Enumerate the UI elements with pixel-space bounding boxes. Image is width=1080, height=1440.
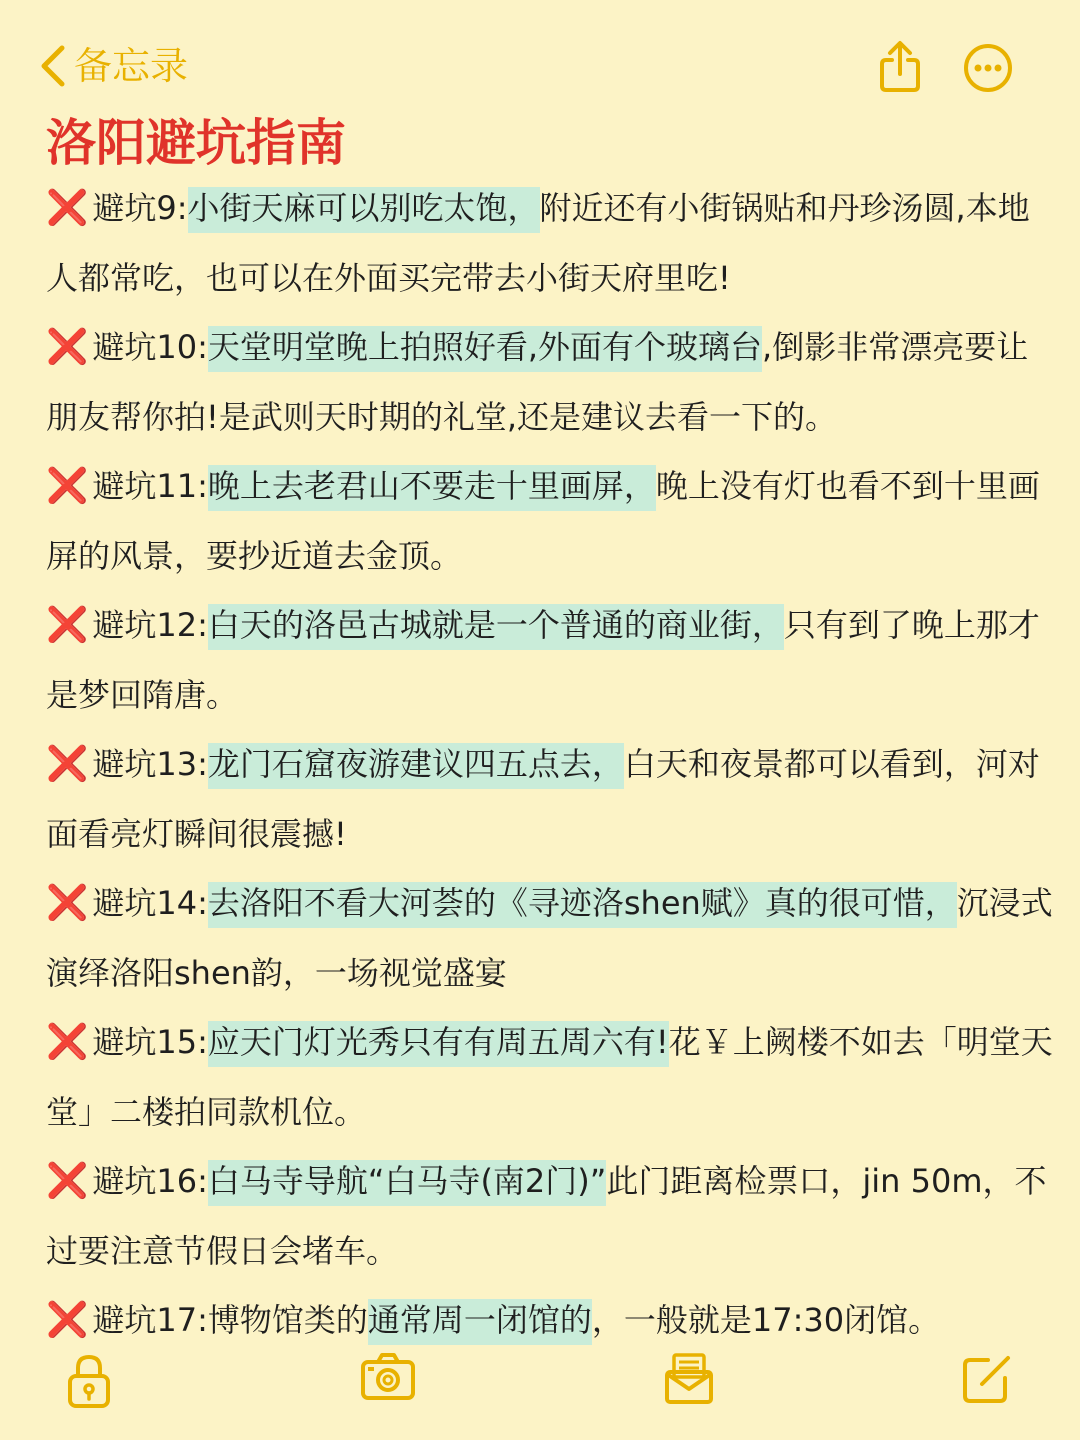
highlighted-text: 白天的洛邑古城就是一个普通的商业街， <box>208 604 784 650</box>
item-text: 花￥上阙楼不如去「明堂天堂」二楼拍同款机位。 <box>46 1023 1053 1131</box>
list-item <box>46 452 1056 591</box>
item-label: 避坑9: <box>92 189 188 227</box>
item-label: 避坑16: <box>92 1162 208 1200</box>
item-text: 只有到了晚上那才是梦回隋唐。 <box>46 606 1040 714</box>
item-text: 白天和夜景都可以看到，河对面看亮灯瞬间很震撼! <box>46 745 1040 853</box>
note-body[interactable] <box>46 174 1056 1356</box>
mail-icon <box>664 1352 714 1406</box>
cross-mark-icon: ❌ <box>46 1161 89 1201</box>
cross-mark-icon: ❌ <box>46 1022 89 1062</box>
more-button[interactable] <box>962 42 1014 98</box>
highlighted-text: 天堂明堂晚上拍照好看,外面有个玻璃台 <box>208 326 762 372</box>
share-icon <box>876 38 924 94</box>
list-item <box>46 591 1056 730</box>
bottom-toolbar <box>0 1350 1080 1420</box>
list-item <box>46 1147 1056 1286</box>
list-item <box>46 174 1056 313</box>
compose-icon <box>960 1352 1014 1406</box>
item-label: 避坑10: <box>92 328 208 366</box>
highlighted-text: 小街天麻可以别吃太饱， <box>188 187 540 233</box>
lock-button[interactable] <box>66 1352 112 1414</box>
item-text: ,倒影非常漂亮要让朋友帮你拍!是武则天时期的礼堂,还是建议去看一下的。 <box>46 328 1029 436</box>
item-text: 此门距离检票口，jin 50m，不过要注意节假日会堵车。 <box>46 1162 1047 1270</box>
list-item <box>46 869 1056 1008</box>
item-text: 附近还有小街锅贴和丹珍汤圆,本地人都常吃，也可以在外面买完带去小街天府里吃! <box>46 189 1030 297</box>
list-item <box>46 313 1056 452</box>
lock-icon <box>66 1352 112 1410</box>
highlighted-text: 通常周一闭馆的 <box>368 1299 592 1345</box>
item-text: 晚上没有灯也看不到十里画屏的风景，要抄近道去金顶。 <box>46 467 1040 575</box>
item-text: 沉浸式演绎洛阳shen韵，一场视觉盛宴 <box>46 884 1053 992</box>
item-label: 避坑12: <box>92 606 208 644</box>
highlighted-text: 白马寺导航“白马寺(南2门)” <box>208 1160 607 1206</box>
more-icon <box>962 42 1014 94</box>
back-button[interactable] <box>38 40 188 92</box>
cross-mark-icon: ❌ <box>46 1300 89 1340</box>
note-title: 洛阳避坑指南 <box>46 114 346 172</box>
list-item <box>46 730 1056 869</box>
highlighted-text: 应天门灯光秀只有有周五周六有! <box>208 1021 669 1067</box>
camera-icon <box>360 1352 416 1402</box>
cross-mark-icon: ❌ <box>46 744 89 784</box>
list-item <box>46 1008 1056 1147</box>
highlighted-text: 晚上去老君山不要走十里画屏， <box>208 465 656 511</box>
item-label: 避坑13: <box>92 745 208 783</box>
mail-button[interactable] <box>664 1352 714 1410</box>
share-button[interactable] <box>876 38 924 98</box>
highlighted-text: 龙门石窟夜游建议四五点去， <box>208 743 624 789</box>
item-label: 避坑14: <box>92 884 208 922</box>
item-text: ，一般就是17:30闭馆。 <box>591 1301 941 1339</box>
compose-button[interactable] <box>960 1352 1014 1410</box>
cross-mark-icon: ❌ <box>46 883 89 923</box>
camera-button[interactable] <box>360 1352 416 1406</box>
cross-mark-icon: ❌ <box>46 188 89 228</box>
cross-mark-icon: ❌ <box>46 466 89 506</box>
item-text-plain: 博物馆类的 <box>207 1301 368 1339</box>
item-label: 避坑15: <box>92 1023 208 1061</box>
list-item <box>46 1286 1056 1356</box>
item-label: 避坑17: <box>92 1301 208 1339</box>
back-label: 备忘录 <box>74 44 189 88</box>
cross-mark-icon: ❌ <box>46 327 89 367</box>
highlighted-text: 去洛阳不看大河荟的《寻迹洛shen赋》真的很可惜， <box>208 882 957 928</box>
item-label: 避坑11: <box>92 467 208 505</box>
chevron-left-icon <box>38 42 66 90</box>
cross-mark-icon: ❌ <box>46 605 89 645</box>
navigation-bar <box>0 0 1080 120</box>
